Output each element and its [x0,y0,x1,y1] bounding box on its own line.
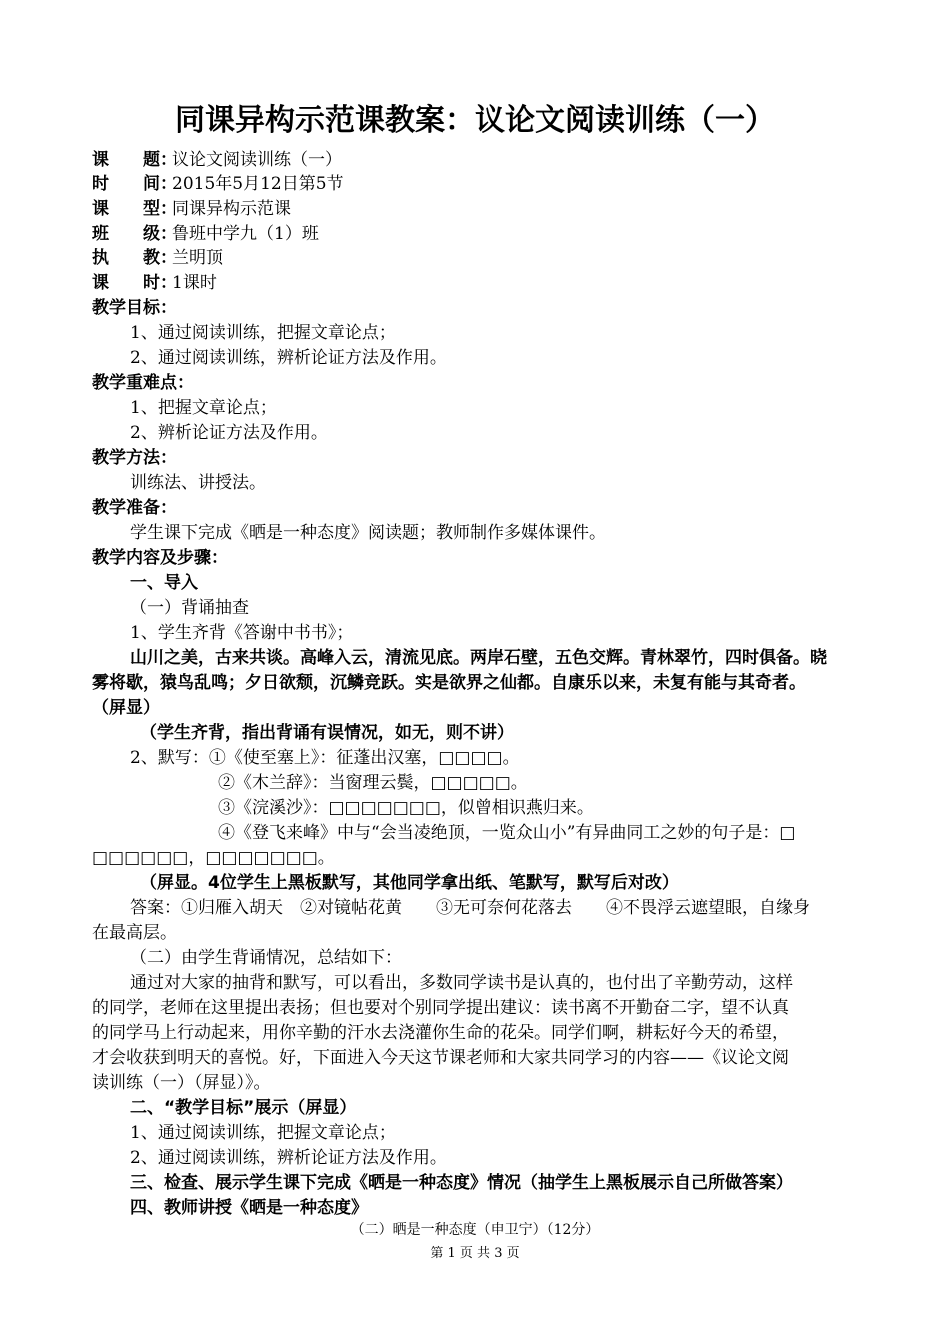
section-heading: 三、检查、展示学生课下完成《晒是一种态度》情况（抽学生上黑板展示自己所做答案） [130,1173,793,1193]
step-item: 1、学生齐背《答谢中书书》； [130,623,354,643]
meta-value: 鲁班中学九（1）班 [172,224,319,244]
recite-note: （学生齐背，指出背诵有误情况，如无，则不讲） [140,723,514,743]
meta-value: 议论文阅读训练（一） [172,150,342,170]
goal-item: 1、通过阅读训练，把握文章论点； [130,1123,396,1143]
page-number: 第 1 页 共 3 页 [430,1246,520,1261]
summary-line: 通过对大家的抽背和默写，可以看出，多数同学读书是认真的，也付出了辛勤劳动，这样 [130,973,793,993]
meta-teacher [92,246,860,270]
meta-key: 课 型： [92,199,177,219]
keypoint-item: 1、把握文章论点； [130,398,277,418]
dictation-line: □□□□□□，□□□□□□□。 [92,848,335,868]
answer-line: 答案：①归雁入胡天 ②对镜帖花黄 ③无可奈何花落去 ④不畏浮云遮望眼，自缘身 [130,898,810,918]
document-title: 同课异构示范课教案：议论文阅读训练（一） [175,103,775,138]
summary-line: 的同学，老师在这里提出表扬；但也要对个别同学提出建议：读书离不开勤奋二字，望不认真 [92,998,789,1018]
meta-course [92,148,860,172]
keypoint-item: 2、辨析论证方法及作用。 [130,423,328,443]
subsection-heading: （一）背诵抽查 [130,598,249,618]
dictation-line: 2、默写：①《使至塞上》：征蓬出汉塞，□□□□。 [130,748,520,768]
meta-hours [92,271,860,295]
meta-value: 2015年5月12日第5节 [172,174,344,194]
subsection-heading: （二）由学生背诵情况，总结如下： [130,948,402,968]
dictation-line: ③《浣溪沙》：□□□□□□□，似曾相识燕归来。 [218,798,594,818]
meta-class [92,222,860,246]
keypoints-heading: 教学重难点： [92,373,194,393]
summary-line: 的同学马上行动起来，用你辛勤的汗水去浇灌你生命的花朵。同学们啊，耕耘好今天的希望， [92,1023,789,1043]
section-heading: 一、导入 [130,573,198,593]
section-heading: 四、教师讲授《晒是一种态度》 [130,1198,368,1218]
dictation-note: （屏显。4位学生上黑板默写，其他同学拿出纸、笔默写，默写后对改） [140,873,679,893]
section-heading: 二、“教学目标”展示（屏显） [130,1098,357,1118]
method-text: 训练法、讲授法。 [130,473,266,493]
method-heading: 教学方法： [92,448,177,468]
summary-line: 才会收获到明天的喜悦。好，下面进入今天这节课老师和大家共同学习的内容——《议论文阅 [92,1048,789,1068]
summary-line: 读训练（一）（屏显）》。 [92,1073,271,1093]
meta-key: 时 间： [92,174,177,194]
steps-heading: 教学内容及步骤： [92,548,228,568]
meta-type [92,197,860,221]
meta-value: 同课异构示范课 [172,199,291,219]
prep-heading: 教学准备： [92,498,177,518]
dictation-line: ④《登飞来峰》中与“会当凌绝顶，一览众山小”有异曲同工之妙的句子是：□ [218,823,796,843]
poem-line: 雾将歇，猿鸟乱鸣；夕日欲颓，沉鳞竞跃。实是欲界之仙都。自康乐以来，未复有能与其奇者。 [92,673,806,693]
poem-line: 山川之美，古来共谈。高峰入云，清流见底。两岸石壁，五色交辉。青林翠竹，四时俱备。晓 [130,648,827,668]
meta-key: 课 时： [92,273,177,293]
meta-value: 1课时 [172,273,217,293]
dictation-line: ②《木兰辞》：当窗理云鬓，□□□□□。 [218,773,528,793]
goal-item: 2、通过阅读训练，辨析论证方法及作用。 [130,1148,447,1168]
goal-item: 1、通过阅读训练，把握文章论点； [130,323,396,343]
prep-text: 学生课下完成《晒是一种态度》阅读题；教师制作多媒体课件。 [130,523,606,543]
goal-item: 2、通过阅读训练，辨析论证方法及作用。 [130,348,447,368]
meta-key: 班 级： [92,224,177,244]
meta-time [92,172,860,196]
meta-value: 兰明顶 [172,248,223,268]
meta-key: 课 题： [92,150,177,170]
goals-heading: 教学目标： [92,298,177,318]
meta-key: 执 教： [92,248,177,268]
answer-line: 在最高层。 [92,923,177,943]
poem-line: （屏显） [92,698,160,718]
passage-title: （二）晒是一种态度（申卫宁）（12分） [350,1222,600,1238]
